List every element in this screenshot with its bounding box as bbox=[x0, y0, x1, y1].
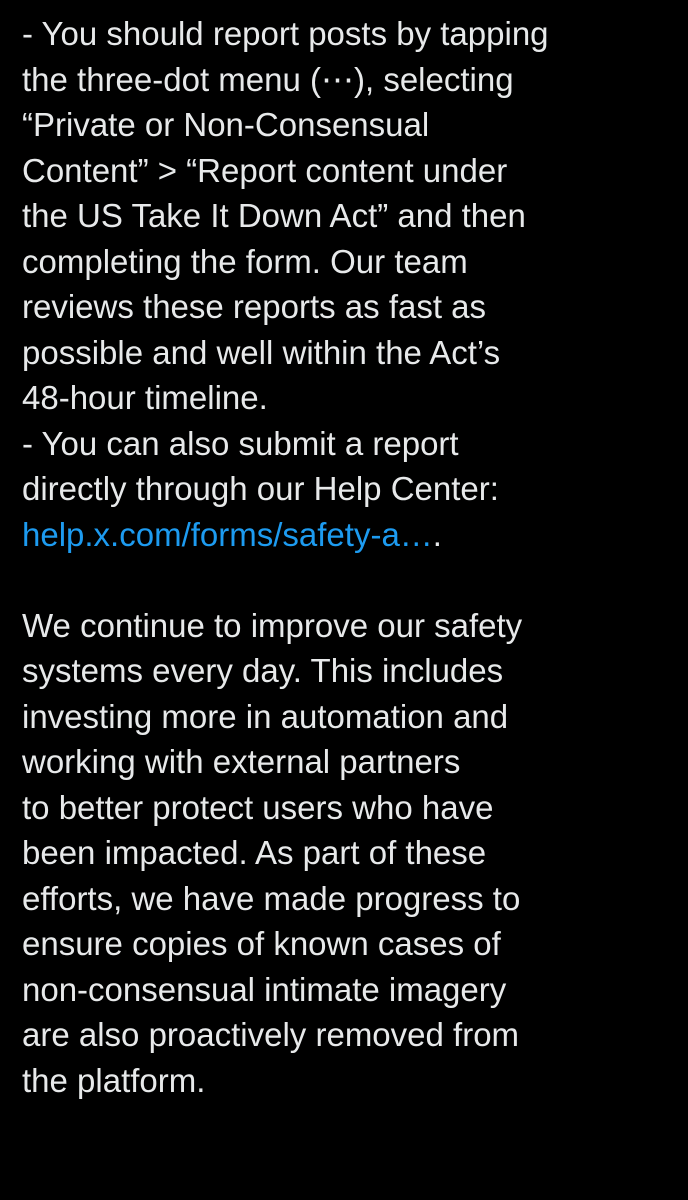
post-text-line: systems every day. This includes bbox=[22, 652, 504, 689]
post-text-line: - You can also submit a report bbox=[22, 424, 459, 462]
post-text-line: efforts, we have made progress to bbox=[22, 879, 521, 917]
post-text-line: the US Take It Down Act” and then bbox=[22, 197, 526, 234]
post-text-line: the three-dot menu (⋯), selecting bbox=[22, 60, 514, 98]
post-text-line: directly through our Help Center: bbox=[22, 470, 499, 507]
paragraph-break bbox=[22, 557, 682, 603]
post-text-line: to better protect users who have bbox=[22, 788, 494, 826]
help-center-link[interactable]: help.x.com/forms/safety-a… bbox=[22, 515, 433, 553]
post-text-line: - You should report posts by tapping bbox=[22, 15, 549, 52]
help-center-link-line bbox=[22, 512, 682, 558]
post-text-line: investing more in automation and bbox=[22, 697, 509, 735]
post-text-line: ensure copies of known cases of bbox=[22, 925, 501, 962]
post-text-line: non-consensual intimate imagery bbox=[22, 970, 507, 1008]
post-text-line: We continue to improve our safety bbox=[22, 606, 523, 644]
bottom-safe-area bbox=[0, 1188, 688, 1200]
post-text-line: “Private or Non-Consensual bbox=[22, 106, 430, 143]
post-text-line: the platform. bbox=[22, 1061, 206, 1099]
post-text-line: possible and well within the Act’s bbox=[22, 333, 501, 371]
link-period: . bbox=[432, 515, 442, 553]
post-text-line: working with external partners bbox=[22, 743, 461, 780]
post-text-line: are also proactively removed from bbox=[22, 1016, 520, 1053]
post-text-line: been impacted. As part of these bbox=[22, 834, 487, 871]
post-text-line: reviews these reports as fast as bbox=[22, 288, 487, 325]
post-text-line: completing the form. Our team bbox=[22, 242, 468, 280]
post-text bbox=[22, 11, 682, 1103]
post-text-line: 48-hour timeline. bbox=[22, 379, 268, 416]
post-text-line: Content” > “Report content under bbox=[22, 151, 508, 189]
